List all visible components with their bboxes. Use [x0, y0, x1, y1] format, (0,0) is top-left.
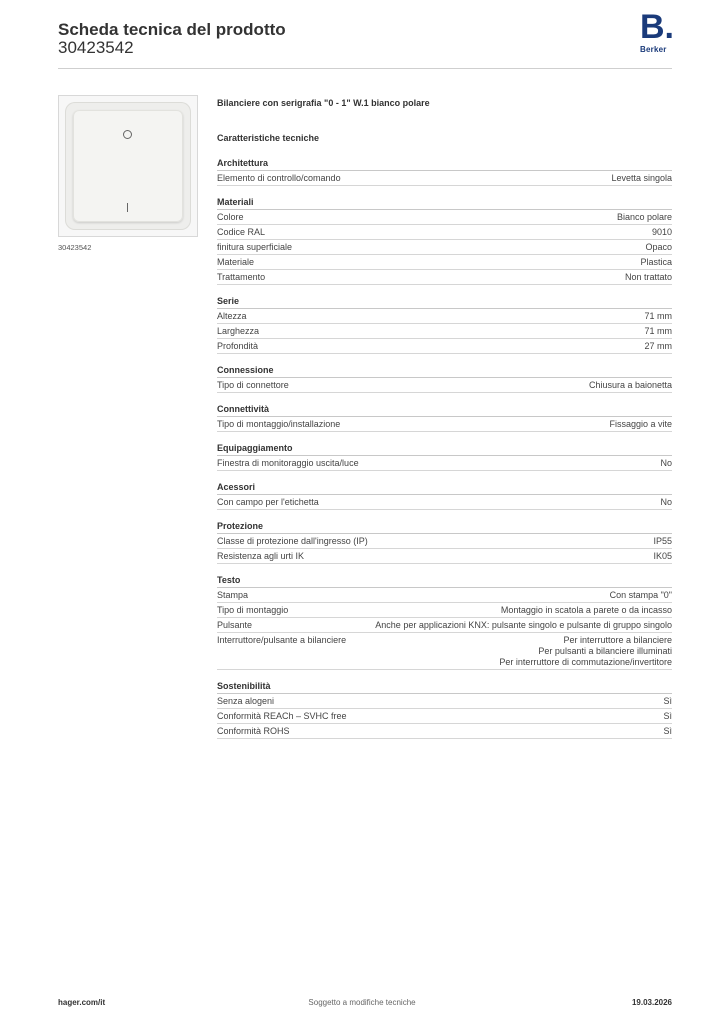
- spec-label: Senza alogeni: [217, 696, 275, 706]
- spec-value: Sì: [663, 726, 672, 736]
- spec-label: Trattamento: [217, 272, 266, 282]
- image-caption: 30423542: [58, 243, 92, 252]
- product-name: Bilanciere con serigrafia "0 - 1" W.1 bianco polare: [217, 98, 430, 108]
- spec-content: [217, 96, 672, 739]
- spec-label: Colore: [217, 212, 244, 222]
- spec-label: Elemento di controllo/comando: [217, 173, 341, 183]
- spec-row: [217, 417, 672, 432]
- spec-label: Con campo per l'etichetta: [217, 497, 319, 507]
- spec-value: IP55: [653, 536, 672, 546]
- spec-label: Tipo di montaggio/installazione: [217, 419, 341, 429]
- spec-value: No: [660, 497, 672, 507]
- group-title: Sostenibilità: [217, 680, 672, 694]
- spec-label: Conformità ROHS: [217, 726, 290, 736]
- spec-label: Tipo di montaggio: [217, 605, 289, 615]
- spec-value: IK05: [653, 551, 672, 561]
- spec-row: [217, 694, 672, 709]
- group-title: Acessori: [217, 481, 672, 495]
- spec-row: [217, 240, 672, 255]
- spec-row: [217, 339, 672, 354]
- spec-row: [217, 210, 672, 225]
- spec-row: [217, 603, 672, 618]
- product-image: [58, 95, 198, 237]
- group-title: Equipaggiamento: [217, 442, 672, 456]
- spec-row: [217, 724, 672, 739]
- spec-groups: [217, 157, 672, 739]
- spec-row: [217, 588, 672, 603]
- on-mark-icon: [127, 203, 128, 212]
- spec-row: [217, 309, 672, 324]
- group-title: Architettura: [217, 157, 672, 171]
- spec-value: Non trattato: [624, 272, 672, 282]
- spec-value: Anche per applicazioni KNX: pulsante singolo e pulsante di gruppo singolo: [375, 620, 672, 630]
- spec-row: [217, 709, 672, 724]
- switch-rocker: [73, 110, 183, 222]
- switch-plate: [65, 102, 191, 230]
- footer-note: Soggetto a modifiche tecniche: [308, 998, 416, 1007]
- footer-date: 19.03.2026: [631, 998, 672, 1007]
- spec-value: Sì: [663, 696, 672, 706]
- spec-value: 71 mm: [644, 326, 672, 336]
- spec-value: Chiusura a baionetta: [588, 380, 672, 390]
- spec-value: 9010: [651, 227, 672, 237]
- spec-label: Larghezza: [217, 326, 260, 336]
- spec-value: No: [660, 458, 672, 468]
- group-title: Serie: [217, 295, 672, 309]
- spec-value: Levetta singola: [611, 173, 672, 183]
- spec-row: [217, 378, 672, 393]
- logo-name: Berker: [640, 45, 667, 54]
- spec-label: Profondità: [217, 341, 259, 351]
- spec-row: [217, 270, 672, 285]
- group-title: Connessione: [217, 364, 672, 378]
- spec-label: Tipo di connettore: [217, 380, 289, 390]
- spec-value: Montaggio in scatola a parete o da incasso: [500, 605, 672, 615]
- spec-label: Finestra di monitoraggio uscita/luce: [217, 458, 359, 468]
- spec-label: Stampa: [217, 590, 249, 600]
- spec-value: Fissaggio a vite: [609, 419, 672, 429]
- spec-row: [217, 495, 672, 510]
- spec-row: [217, 534, 672, 549]
- page-title: Scheda tecnica del prodotto: [58, 20, 286, 39]
- spec-value: 71 mm: [644, 311, 672, 321]
- footer-website[interactable]: hager.com/it: [58, 998, 106, 1007]
- spec-row: [217, 171, 672, 186]
- group-title: Materiali: [217, 196, 672, 210]
- spec-row: [217, 324, 672, 339]
- spec-row: [217, 618, 672, 633]
- spec-label: Codice RAL: [217, 227, 266, 237]
- spec-label: Materiale: [217, 257, 255, 267]
- group-title: Connettività: [217, 403, 672, 417]
- spec-value: Bianco polare: [616, 212, 672, 222]
- spec-label: Altezza: [217, 311, 247, 321]
- logo-letter: B.: [640, 8, 674, 46]
- product-code: 30423542: [58, 38, 134, 57]
- spec-value: Per interruttore a bilanciere Per pulsanti a bilanciere illuminati Per interruttore di commutazione/invertitore: [499, 635, 672, 667]
- spec-label: Classe di protezione dall'ingresso (IP): [217, 536, 368, 546]
- spec-row: [217, 549, 672, 564]
- berker-logo: [640, 8, 676, 54]
- spec-row: [217, 225, 672, 240]
- spec-label: finitura superficiale: [217, 242, 293, 252]
- spec-row: [217, 633, 672, 670]
- spec-value: Con stampa "0": [609, 590, 672, 600]
- group-title: Testo: [217, 574, 672, 588]
- spec-row: [217, 456, 672, 471]
- spec-label: Conformità REACh – SVHC free: [217, 711, 347, 721]
- header-divider: [58, 68, 672, 69]
- spec-label: Interruttore/pulsante a bilanciere: [217, 635, 347, 645]
- off-mark-icon: [123, 130, 132, 139]
- spec-value: Plastica: [640, 257, 672, 267]
- spec-value: Sì: [663, 711, 672, 721]
- spec-label: Pulsante: [217, 620, 253, 630]
- spec-row: [217, 255, 672, 270]
- spec-value: 27 mm: [644, 341, 672, 351]
- group-title: Protezione: [217, 520, 672, 534]
- section-title: Caratteristiche tecniche: [217, 133, 320, 143]
- spec-value: Opaco: [645, 242, 672, 252]
- spec-label: Resistenza agli urti IK: [217, 551, 305, 561]
